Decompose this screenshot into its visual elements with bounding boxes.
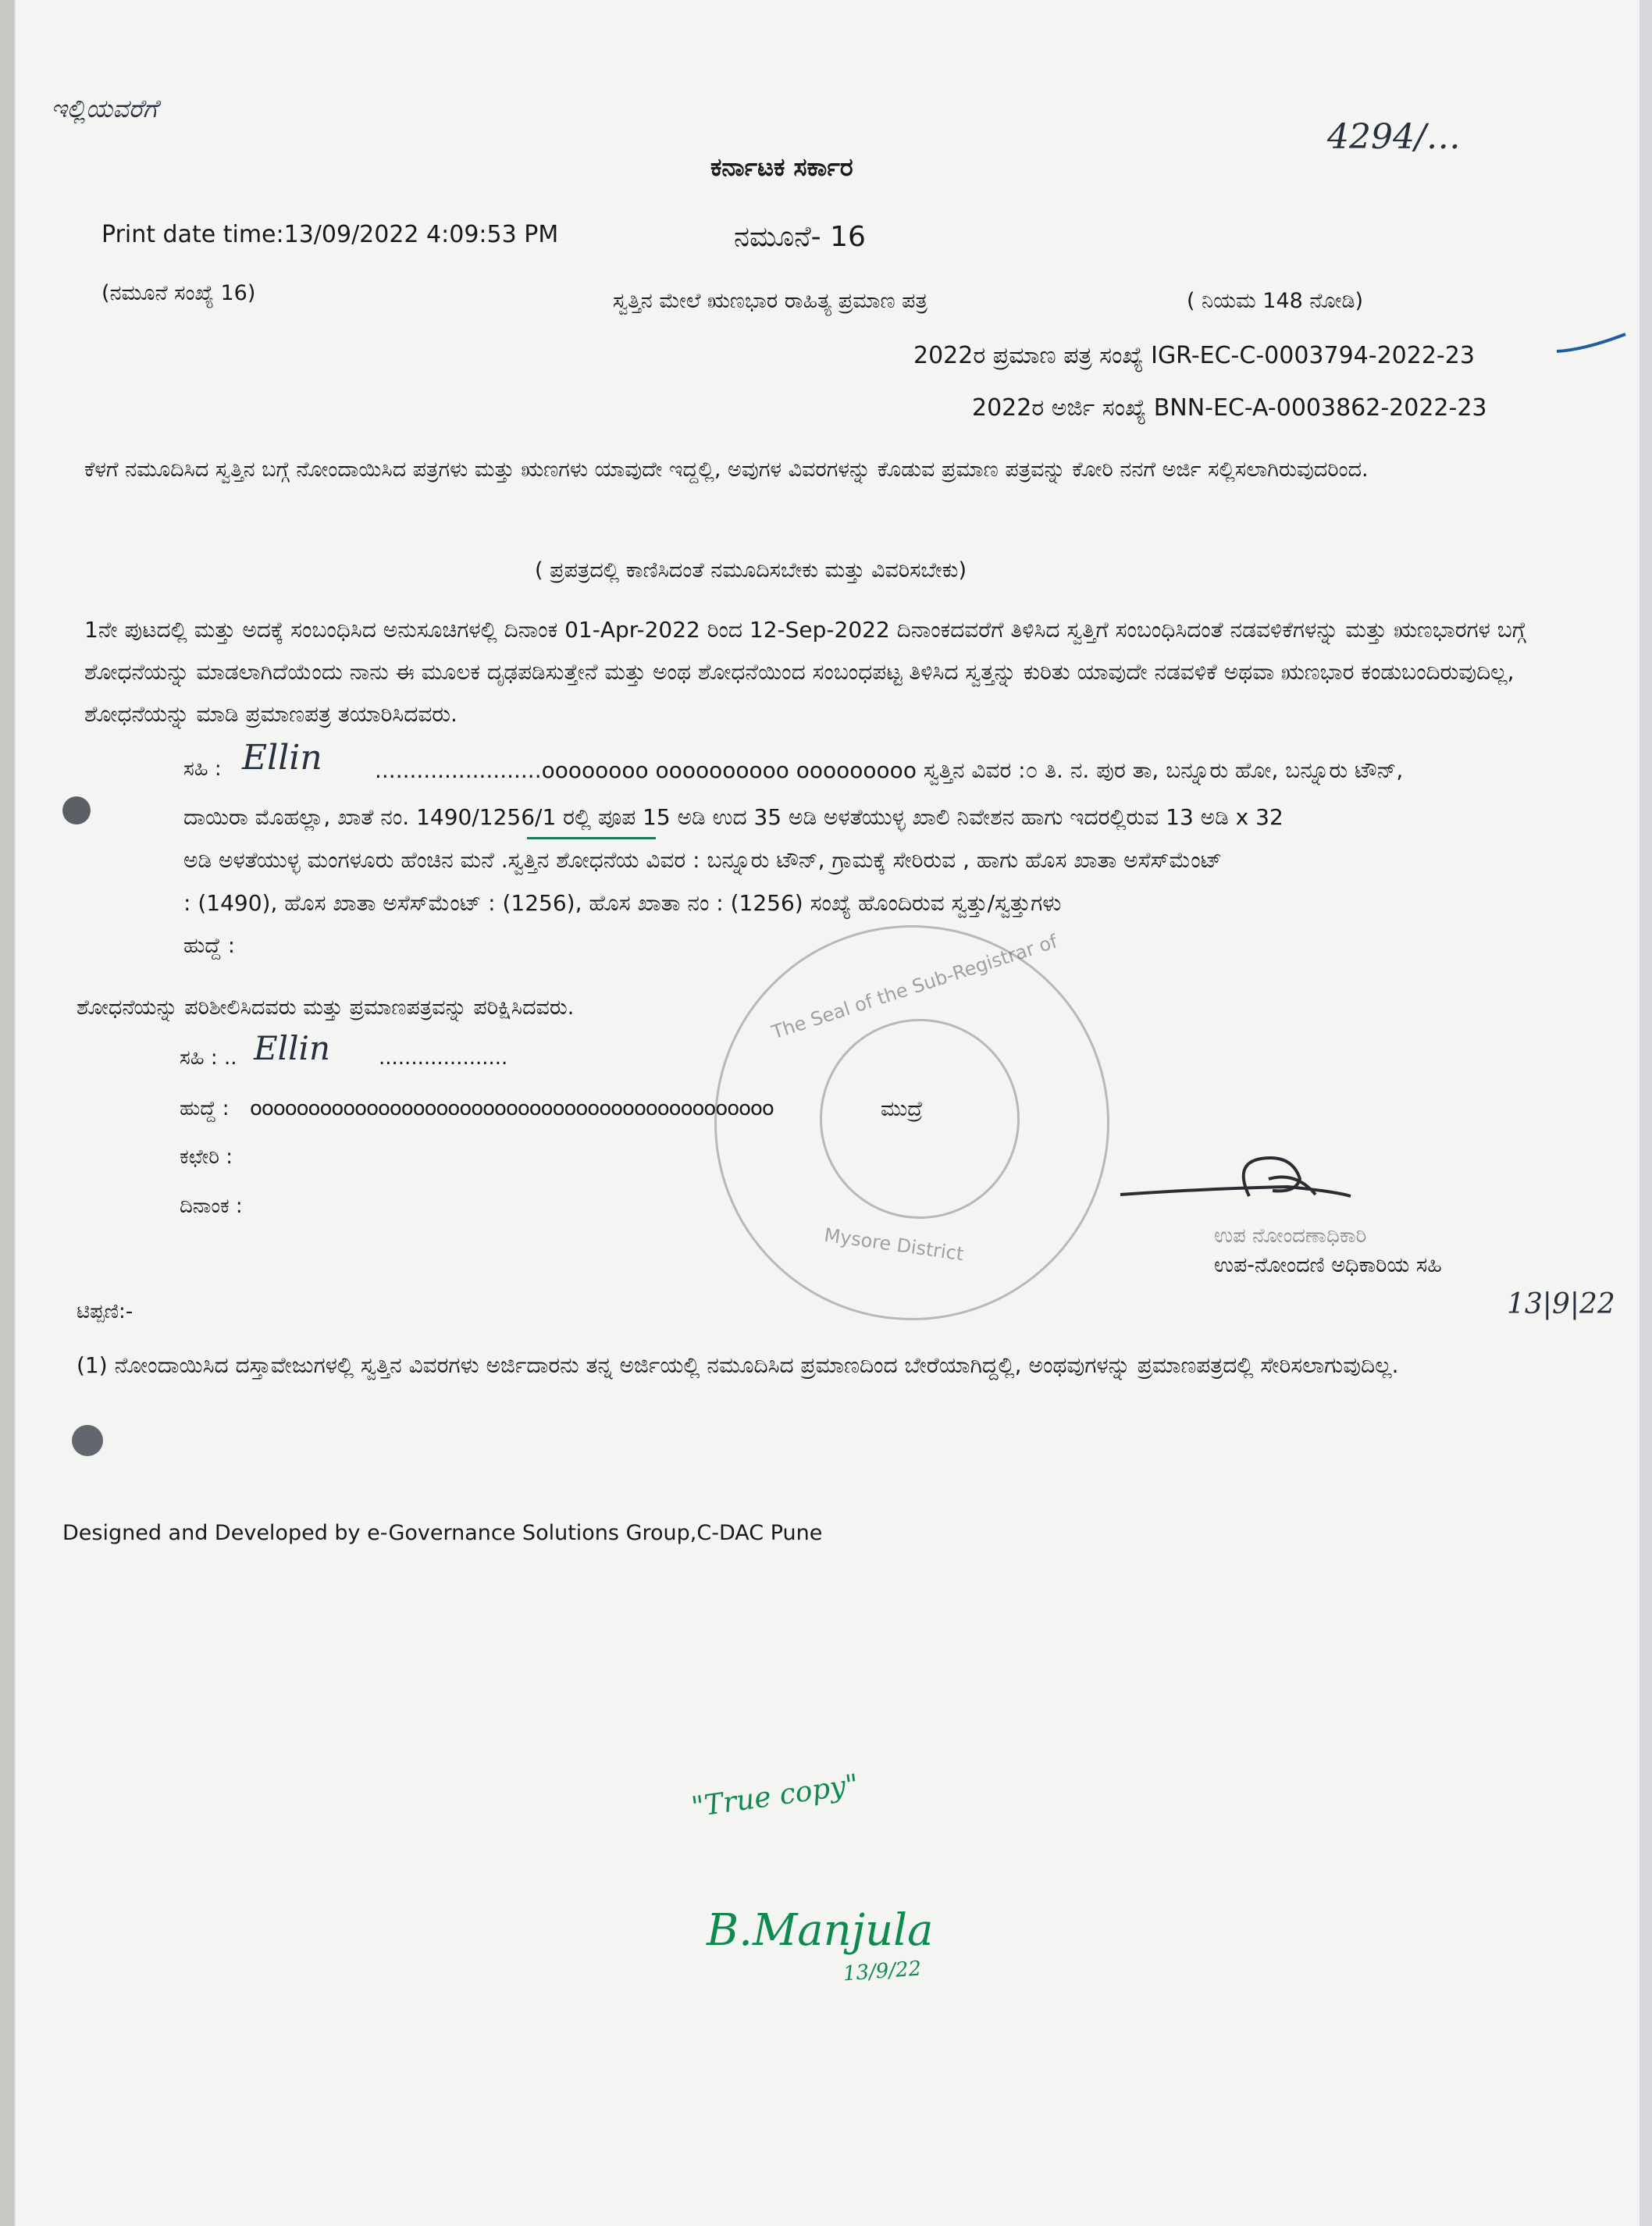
officer-sign-label: ಉಪ-ನೋಂದಣಿ ಅಧಿಕಾರಿಯ ಸಹಿ [1214,1253,1442,1277]
officer-signature-icon [1116,1148,1366,1218]
designation2-label: ಹುದ್ದೆ : [180,1097,230,1120]
property-line-3: ಅಡಿ ಅಳತೆಯುಳ್ಳ ಮಂಗಳೂರು ಹೆಂಚಿನ ಮನೆ .ಸ್ವತ್ತಿನ ಶೋಧನೆಯ ವಿವರ : ಬನ್ನೂರು ಟೌನ್, ಗ್ರಾಮಕ್ಕೆ ಸೇರಿರುವ , ಹಾಗು ಹೊಸ ಖಾತಾ ಅಸೆಸ್‌ಮೆಂಟ್ [183,847,1223,873]
date-label: ದಿನಾಂಕ : [180,1195,243,1218]
verifier-sign-label: ಸಹಿ : .. [180,1046,237,1070]
form-number: ನಮೂನೆ- 16 [734,221,866,253]
verifier-signature: Ellin [254,1029,331,1067]
property-line-2: ದಾಯಿರಾ ಮೊಹಲ್ಲಾ, ಖಾತೆ ನಂ. 1490/1256/1 ರಲ್ಲಿ ಪೂಪ 15 ಅಡಿ ಉದ 35 ಅಡಿ ಅಳತೆಯುಳ್ಳ ಖಾಲಿ ನಿವೇಶನ ಹಾಗು ಇದರಲ್ಲಿರುವ 13 ಅಡಿ x 32 [183,804,1284,830]
verified-by-text: ಶೋಧನೆಯನ್ನು ಪರಿಶೀಲಿಸಿದವರು ಮತ್ತು ಪ್ರಮಾಣಪತ್ರವನ್ನು ಪರಿಕ್ಷಿಸಿದವರು. [77,995,575,1020]
punch-hole-icon [62,796,91,825]
officer-date-handwritten: 13|9|22 [1507,1288,1615,1320]
verifier-sign-dots: .................... [379,1046,508,1070]
intro-paragraph: ಕೆಳಗೆ ನಮೂದಿಸಿದ ಸ್ವತ್ತಿನ ಬಗ್ಗೆ ನೋಂದಾಯಿಸಿದ ಪತ್ರಗಳು ಮತ್ತು ಋಣಗಳು ಯಾವುದೇ ಇದ್ದಲ್ಲಿ, ಅವುಗಳ ವಿವರಗಳನ್ನು ಕೊಡುವ ಪ್ರಮಾಣ ಪತ್ರವನ್ನು ಕೋರಿ ನನಗೆ ಅರ್ಜಿ ಸಲ್ಲಿಸಲಾಗಿರುವುದರಿಂದ. [84,458,1369,482]
document-page [16,0,1640,2226]
handwritten-reference-number: 4294/… [1327,117,1461,157]
preparer-signature: Ellin [242,738,322,778]
rule-reference: ( ನಿಯಮ 148 ನೋಡಿ) [1187,289,1364,313]
preparer-sign-label: ಸಹಿ : [183,757,222,781]
application-number: 2022ರ ಅರ್ಜಿ ಸಂಖ್ಯೆ BNN-EC-A-0003862-2022-23 [972,394,1487,422]
certificate-number: 2022ರ ಪ್ರಮಾಣ ಪತ್ರ ಸಂಖ್ಯೆ IGR-EC-C-0003794-2022-23 [913,342,1475,369]
form-reference: (ನಮೂನೆ ಸಂಖ್ಯೆ 16) [101,281,256,305]
designation2-dots: ooooooooooooooooooooooooooooooooooooooooooooo [250,1097,774,1120]
developer-credit: Designed and Developed by e-Governance Solutions Group,C-DAC Pune [62,1521,823,1545]
punch-hole-icon-2 [72,1425,103,1456]
official-seal-inner [820,1019,1020,1219]
designation-label: ಹುದ್ದೆ : [183,934,235,958]
officer-stamp-text: ಉಪ ನೋಂದಣಾಧಿಕಾರಿ [1214,1224,1367,1248]
seal-district-text: Mysore District [822,1223,966,1266]
seal-ring-text: The Seal of the Sub-Registrar of [769,930,1060,1044]
instruction-text: ( ಪ್ರಪತ್ರದಲ್ಲಿ ಕಾಣಿಸಿದಂತೆ ನಮೂದಿಸಬೇಕು ಮತ್ತು ವಿವರಿಸಬೇಕು) [535,558,967,582]
attestation-date: 13/9/22 [842,1957,923,1986]
property-line-1: ........................oooooooo oooooooooo ooooooooo ಸ್ವತ್ತಿನ ವಿವರ :೦ ತಿ. ನ. ಪುರ ತಾ, ಬನ್ನೂರು ಹೋ, ಬನ್ನೂರು ಟೌನ್, [375,757,1404,783]
notes-title: ಟಿಪ್ಪಣಿ:- [77,1300,134,1323]
handwritten-note-top-left: ಇಲ್ಲಿಯವರೆಗೆ [51,94,158,123]
khata-underline [527,837,656,839]
page-edge-right [1640,0,1652,2226]
note-1: (1) ನೋಂದಾಯಿಸಿದ ದಸ್ತಾವೇಜುಗಳಲ್ಲಿ ಸ್ವತ್ತಿನ ವಿವರಗಳು ಅರ್ಜಿದಾರನು ತನ್ನ ಅರ್ಜಿಯಲ್ಲಿ ನಮೂದಿಸಿದ ಪ್ರಮಾಣದಿಂದ ಬೇರೆಯಾಗಿದ್ದಲ್ಲಿ, ಅಂಥವುಗಳನ್ನು ಪ್ರಮಾಣಪತ್ರದಲ್ಲಿ ಸೇರಿಸಲಾಗುವುದಿಲ್ಲ. [77,1352,1399,1378]
property-line-4: : (1490), ಹೊಸ ಖಾತಾ ಅಸೆಸ್‌ಮೆಂಟ್ : (1256), ಹೊಸ ಖಾತಾ ನಂ : (1256) ಸಂಖ್ಯೆ ಹೊಂದಿರುವ ಸ್ವತ್ತು/ಸ್ವತ್ತುಗಳು [183,890,1062,916]
certificate-title: ಸ್ವತ್ತಿನ ಮೇಲೆ ಋಣಭಾರ ರಾಹಿತ್ಯ ಪ್ರಮಾಣ ಪತ್ರ [613,289,927,313]
office-label: ಕಛೇರಿ : [180,1145,233,1169]
attestation-signature: B.Manjula [707,1905,934,1956]
true-copy-text: "True copy" [689,1768,861,1824]
declaration-paragraph: 1ನೇ ಪುಟದಲ್ಲಿ ಮತ್ತು ಅದಕ್ಕೆ ಸಂಬಂಧಿಸಿದ ಅನುಸೂಚಿಗಳಲ್ಲಿ ದಿನಾಂಕ 01-Apr-2022 ರಿಂದ 12-Sep-2022 ದಿನಾಂಕದವರೆಗೆ ತಿಳಿಸಿದ ಸ್ವತ್ತಿಗೆ ಸಂಬಂಧಿಸಿದಂತೆ ನಡವಳಿಕೆಗಳನ್ನು ಮತ್ತು ಋಣಭಾರಗಳ ಬಗ್ಗೆ ಶೋಧನೆಯನ್ನು ಮಾಡಲಾಗಿದೆಯೆಂದು ನಾನು ಈ ಮೂಲಕ ದೃಢಪಡಿಸುತ್ತೇನೆ ಮತ್ತು ಅಂಥ ಶೋಧನೆಯಿಂದ ಸಂಬಂಧಪಟ್ಟ ತಿಳಿಸಿದ ಸ್ವತ್ತನ್ನು ಕುರಿತು ಯಾವುದೇ ನಡವಳಿಕೆ ಅಥವಾ ಋಣಭಾರ ಕಂಡುಬಂದಿರುವುದಿಲ್ಲ, ಶೋಧನೆಯನ್ನು ಮಾಡಿ ಪ್ರಮಾಣಪತ್ರ ತಯಾರಿಸಿದವರು. [84,617,1526,727]
seal-label: ಮುದ್ರೆ [881,1097,923,1121]
government-header: ಕರ್ನಾಟಕ ಸರ್ಕಾರ [710,152,853,182]
page-edge-left [0,0,16,2226]
check-mark-icon [1554,328,1632,359]
print-date: Print date time:13/09/2022 4:09:53 PM [101,221,559,248]
